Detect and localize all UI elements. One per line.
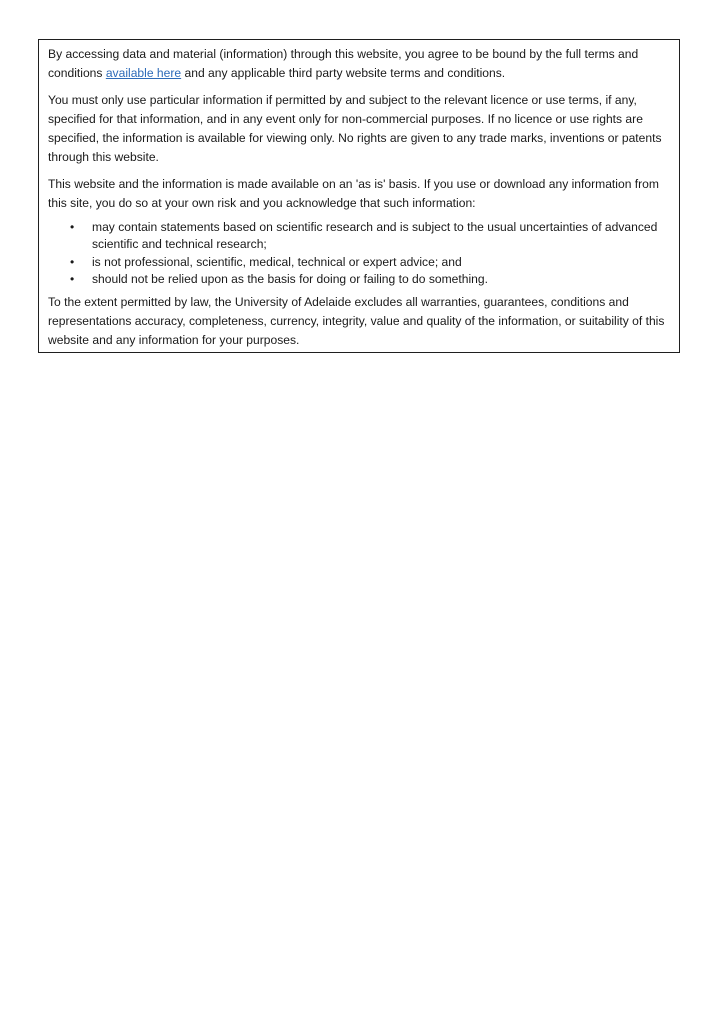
terms-bullet-list xyxy=(48,219,671,287)
agreement-text-before: By accessing data and material (information) through this website, you agree to be bound by the full terms and conditions xyxy=(48,47,639,81)
terms-available-here-link[interactable]: available here xyxy=(105,66,182,81)
terms-paragraph-agreement xyxy=(48,45,671,84)
terms-paragraph-licence: You must only use particular information if permitted by and subject to the relevant licence or use terms, if any, specified for that information, and in any event only for non-commercial purposes. If no licence or use rights are specified, the information is available for viewing only. No rights are given to any trade marks, inventions or patents through this website. xyxy=(48,92,662,165)
list-item xyxy=(48,219,671,252)
agreement-text-after: and any applicable third party website terms and conditions. xyxy=(181,66,506,81)
bullet-text: is not professional, scientific, medical, technical or expert advice; and xyxy=(92,254,462,269)
bullet-icon: • xyxy=(70,220,75,235)
list-item xyxy=(48,271,671,288)
bullet-icon: • xyxy=(70,254,75,269)
list-item xyxy=(48,254,671,271)
terms-disclaimer-box xyxy=(38,39,680,353)
bullet-text: should not be relied upon as the basis for doing or failing to do something. xyxy=(92,272,488,287)
bullet-text: may contain statements based on scientific research and is subject to the usual uncertainties of advanced scientific and technical research; xyxy=(92,220,658,251)
terms-paragraph-as-is: This website and the information is made available on an 'as is' basis. If you use or download any information from this site, you do so at your own risk and you acknowledge that such information: xyxy=(48,176,659,211)
bullet-icon: • xyxy=(70,272,75,287)
terms-paragraph-liability: To the extent permitted by law, the University of Adelaide excludes all warranties, guarantees, conditions and representations accuracy, completeness, currency, integrity, value and quality of the information, or suitability of this website and any information for your purposes. xyxy=(48,294,665,348)
